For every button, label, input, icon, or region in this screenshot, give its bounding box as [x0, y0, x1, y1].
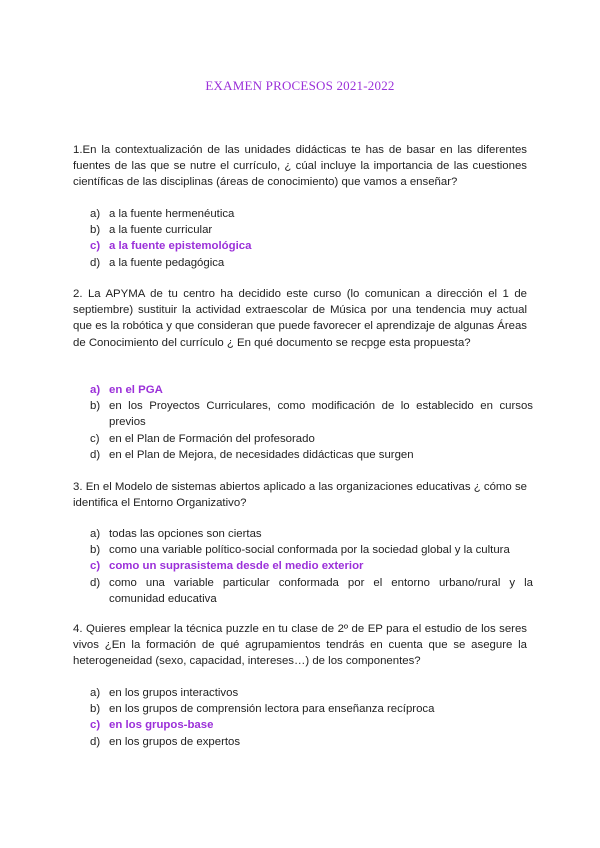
question-3-text: 3. En el Modelo de sistemas abiertos aplicado a las organizaciones educativas ¿ cómo se identifica el Entorno Organizativo?: [73, 481, 527, 510]
question-4-options: [73, 685, 533, 750]
option-letter: b): [90, 703, 101, 716]
option-text: en los Proyectos Curriculares, como modificación de lo establecido en cursos previos: [109, 400, 533, 429]
question-1-options: [73, 206, 533, 271]
option-text: como una variable político-social conformada por la sociedad global y la cultura: [109, 544, 510, 557]
option-letter: d): [90, 256, 101, 269]
option-text: en el Plan de Formación del profesorado: [109, 432, 315, 445]
exam-title: EXAMEN PROCESOS 2021-2022: [205, 78, 395, 93]
option-text: en el PGA: [109, 384, 163, 396]
option-text: a la fuente hermenéutica: [109, 208, 235, 220]
option-text: en el Plan de Mejora, de necesidades didácticas que surgen: [109, 448, 414, 461]
option-letter: c): [90, 240, 101, 253]
option-letter: a): [90, 528, 101, 540]
option-3c-correct[interactable]: [73, 558, 533, 574]
option-text: todas las opciones son ciertas: [109, 528, 262, 540]
option-letter: d): [90, 576, 101, 589]
option-2d[interactable]: [73, 447, 533, 463]
option-text: en los grupos-base: [109, 719, 214, 732]
option-letter: c): [90, 560, 101, 573]
option-3b[interactable]: [73, 542, 533, 558]
option-1d[interactable]: [73, 255, 533, 271]
option-letter: a): [90, 687, 101, 699]
question-2-text: 2. La APYMA de tu centro ha decidido este curso (lo comunican a dirección el 1 de septiembre) sustituir la actividad extraescolar de Música por una tendencia muy actual que es la robótica y que consideran que puede favorecer el aprendizaje de algunas Áreas de Conocimiento del currículo ¿ En qué documento se recpge esta propuesta?: [73, 288, 527, 349]
option-letter: b): [90, 544, 101, 557]
option-4c-correct[interactable]: [73, 717, 533, 733]
option-4a[interactable]: [73, 685, 533, 701]
option-4b[interactable]: [73, 701, 533, 717]
option-3a[interactable]: [73, 526, 533, 542]
option-4d[interactable]: [73, 734, 533, 750]
option-letter: c): [90, 432, 100, 445]
option-1c-correct[interactable]: [73, 238, 533, 254]
option-letter: a): [90, 208, 101, 220]
option-letter: d): [90, 735, 101, 748]
option-2c[interactable]: [73, 431, 533, 447]
option-text: en los grupos de expertos: [109, 735, 241, 748]
option-letter: b): [90, 400, 101, 413]
option-text: como una variable particular conformada por el entorno urbano/rural y la comunidad educativa: [109, 576, 533, 605]
option-text: como un suprasistema desde el medio exterior: [109, 560, 364, 573]
option-text: a la fuente curricular: [109, 224, 213, 237]
option-text: a la fuente epistemológica: [109, 240, 252, 253]
option-1b[interactable]: [73, 222, 533, 238]
question-3-options: [73, 526, 533, 607]
option-letter: a): [90, 384, 101, 396]
question-4-text: 4. Quieres emplear la técnica puzzle en tu clase de 2º de EP para el estudio de los seres vivos ¿En la formación de qué agrupamientos tendrás en cuenta que se asegure la heterogeneidad (sexo, capacidad, intereses…) de los componentes?: [73, 623, 527, 668]
option-3d[interactable]: [73, 575, 533, 607]
option-letter: c): [90, 719, 101, 732]
option-letter: b): [90, 224, 101, 237]
option-text: en los grupos interactivos: [109, 687, 239, 699]
option-2a-correct[interactable]: [73, 382, 533, 398]
option-text: a la fuente pedagógica: [109, 256, 225, 269]
option-text: en los grupos de comprensión lectora para enseñanza recíproca: [109, 703, 435, 716]
option-2b[interactable]: [73, 398, 533, 430]
question-2-options: [73, 382, 533, 463]
question-1-text: 1.En la contextualización de las unidades didácticas te has de basar en las diferentes fuentes de las que se nutre el currículo, ¿ cúal incluye la importancia de las cuestiones científicas de las disciplinas (áreas de conocimiento) que vamos a enseñar?: [73, 144, 527, 189]
option-1a[interactable]: [73, 206, 533, 222]
option-letter: d): [90, 448, 101, 461]
